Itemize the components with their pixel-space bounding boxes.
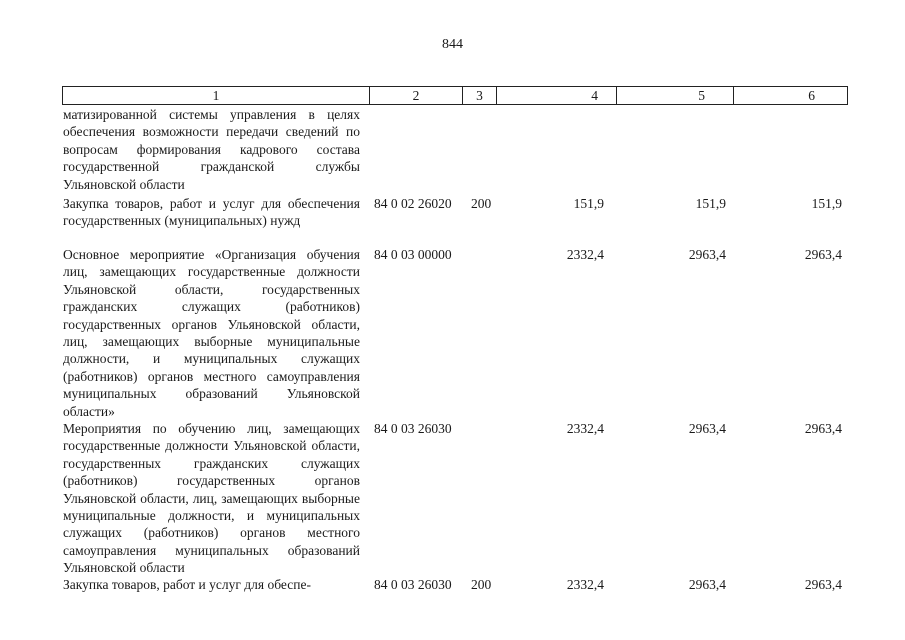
row-value-col6: 2963,4 — [804, 577, 842, 592]
row-expense-type: 200 — [471, 196, 492, 211]
row-description: матизированной системы управления в целях обеспечения возможности передачи сведений по вопросам формирования кадрового состава государственной гражданской службы Ульяновской области — [63, 107, 360, 192]
row-value-col5: 2963,4 — [688, 247, 726, 262]
row-code: 84 0 03 00000 — [374, 247, 452, 262]
row-value-col4: 2332,4 — [566, 247, 604, 262]
column-header-6: 6 — [808, 88, 815, 103]
row-value-col4: 2332,4 — [566, 421, 604, 436]
row-code: 84 0 03 26030 — [374, 577, 452, 592]
row-description: Основное мероприятие «Организация обучения лиц, замещающих государственные должности Ульяновской области, государственных гражданских служащих (работников) государственных органов Ульяновской области, лиц, замещающих выборные муниципальные должности, и муниципальных служащих (работников) органов местного самоуправления муниципальных образований Ульяновской области» — [63, 247, 360, 419]
row-description: Мероприятия по обучению лиц, замещающих государственные должности Ульяновской области, государственных гражданских служащих (работников) государственных органов Ульяновской области, лиц, замещающих выборные муниципальные должности, и муниципальных служащих (работников) органов местного самоуправления муниципальных образований Ульяновской области — [63, 421, 360, 576]
column-header-1: 1 — [63, 87, 370, 104]
column-header-4: 4 — [497, 87, 617, 104]
row-value-col5: 151,9 — [695, 196, 726, 211]
row-expense-type: 200 — [471, 577, 492, 592]
page-number: 844 — [442, 37, 463, 52]
row-description: Закупка товаров, работ и услуг для обеспечения государственных (муниципальных) нужд — [63, 196, 360, 229]
row-code: 84 0 03 26030 — [374, 421, 452, 436]
row-value-col4: 151,9 — [573, 196, 604, 211]
row-code: 84 0 02 26020 — [374, 196, 452, 211]
column-header-5: 5 — [617, 87, 734, 104]
row-value-col6: 2963,4 — [804, 421, 842, 436]
row-description: Закупка товаров, работ и услуг для обеспе- — [63, 577, 311, 592]
column-header-2: 2 — [370, 87, 463, 104]
row-value-col6: 2963,4 — [804, 247, 842, 262]
row-value-col5: 2963,4 — [688, 577, 726, 592]
column-header-3: 3 — [463, 87, 497, 104]
row-value-col5: 2963,4 — [688, 421, 726, 436]
row-value-col6: 151,9 — [811, 196, 842, 211]
row-value-col4: 2332,4 — [566, 577, 604, 592]
table-column-header — [62, 86, 848, 105]
